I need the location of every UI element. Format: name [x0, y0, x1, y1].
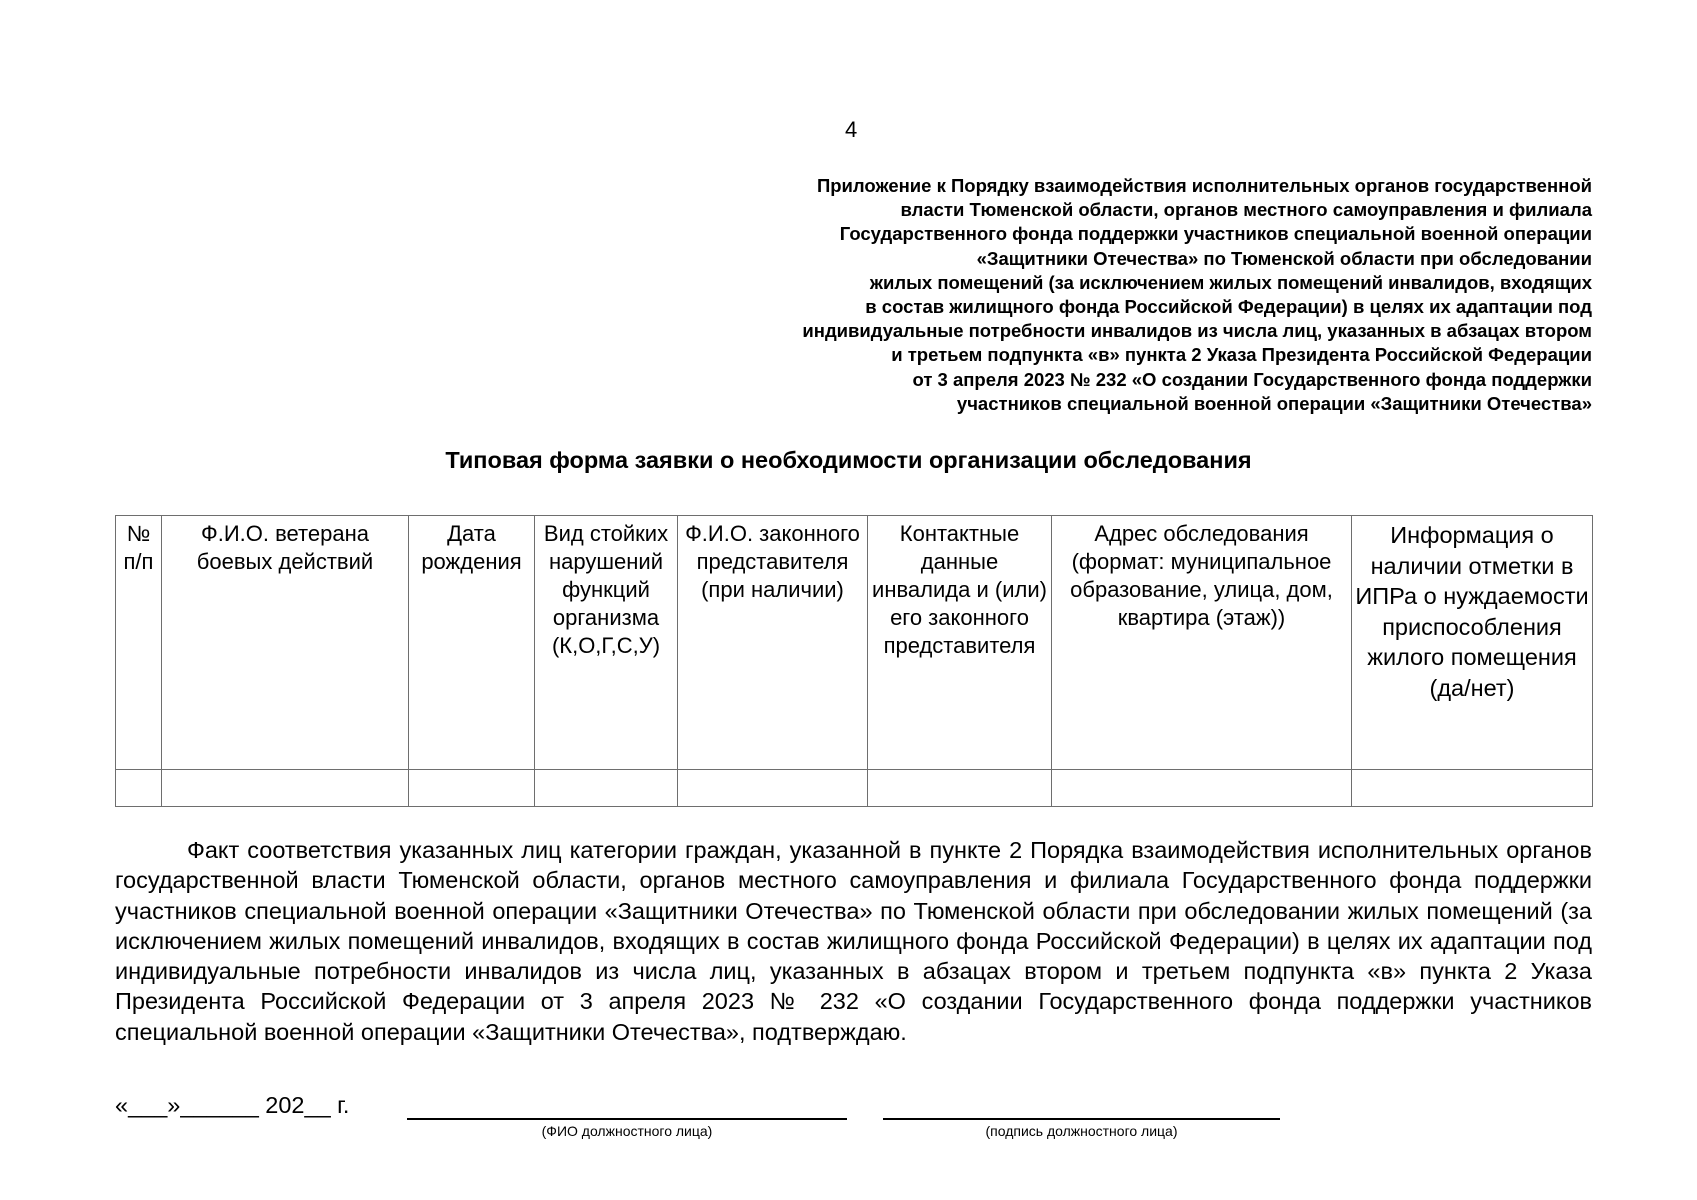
confirmation-paragraph: Факт соответствия указанных лиц категории граждан, указанной в пункте 2 Порядка взаимодействия исполнительных органов государственной власти Тюменской области, органов местного самоуправления и филиала Государственного фонда поддержки участников специальной военной операции «Защитники Отечества» по Тюменской области при обследовании жилых помещений (за исключением жилых помещений инвалидов, входящих в состав жилищного фонда Российской Федерации) в целях их адаптации под индивидуальные потребности инвалидов из числа лиц, указанных в абзацах втором и третьем подпункта «в» пункта 2 Указа Президента Российской Федерации от 3 апреля 2023 № 232 «О создании Государственного фонда поддержки участников специальной военной операции «Защитники Отечества», подтверждаю. — [115, 837, 1592, 1045]
date-field[interactable]: «___»______ 202__ г. — [115, 1092, 350, 1118]
appendix-line: «Защитники Отечества» по Тюменской области при обследовании — [976, 247, 1592, 269]
column-header-disorder-type: Вид стойких нарушений функций организма (К,О,Г,С,У) — [535, 516, 678, 770]
column-header-number: № п/п — [116, 516, 162, 770]
appendix-heading — [692, 174, 1592, 416]
table-cell[interactable] — [116, 770, 162, 807]
appendix-line: Государственного фонда поддержки участников специальной военной операции — [839, 223, 1592, 245]
column-header-ipra-info: Информация о наличии отметки в ИПРа о нуждаемости приспособления жилого помещения (да/нет) — [1352, 516, 1593, 770]
column-header-survey-address: Адрес обследования (формат: муниципальное образование, улица, дом, квартира (этаж)) — [1052, 516, 1352, 770]
appendix-line: участников специальной военной операции «Защитники Отечества» — [956, 392, 1592, 414]
table-cell[interactable] — [1352, 770, 1593, 807]
table-row — [116, 770, 1593, 807]
fio-caption: (ФИО должностного лица) — [541, 1123, 713, 1139]
table-cell[interactable] — [535, 770, 678, 807]
table-cell[interactable] — [1052, 770, 1352, 807]
table-cell[interactable] — [678, 770, 868, 807]
fio-signature-line[interactable] — [407, 1118, 847, 1120]
table-cell[interactable] — [868, 770, 1052, 807]
appendix-line: от 3 апреля 2023 № 232 «О создании Государственного фонда поддержки — [912, 368, 1592, 390]
table-cell[interactable] — [162, 770, 409, 807]
appendix-line: жилых помещений (за исключением жилых помещений инвалидов, входящих — [869, 271, 1592, 293]
appendix-line: индивидуальные потребности инвалидов из числа лиц, указанных в абзацах втором — [802, 320, 1592, 342]
appendix-line: и третьем подпункта «в» пункта 2 Указа Президента Российской Федерации — [891, 344, 1592, 366]
appendix-line: Приложение к Порядку взаимодействия исполнительных органов государственной — [816, 175, 1592, 196]
signature-line[interactable] — [883, 1118, 1280, 1120]
request-table — [115, 515, 1593, 807]
signature-caption: (подпись должностного лица) — [985, 1123, 1178, 1139]
form-title: Типовая форма заявки о необходимости организации обследования — [445, 447, 1252, 473]
appendix-line: в состав жилищного фонда Российской Федерации) в целях их адаптации под — [865, 296, 1592, 318]
column-header-representative-name: Ф.И.О. законного представителя (при наличии) — [678, 516, 868, 770]
column-header-birth-date: Дата рождения — [409, 516, 535, 770]
table-header-row — [116, 516, 1593, 770]
column-header-contact-data: Контактные данные инвалида и (или) его законного представителя — [868, 516, 1052, 770]
page-number: 4 — [845, 117, 858, 142]
table-cell[interactable] — [409, 770, 535, 807]
appendix-line: власти Тюменской области, органов местного самоуправления и филиала — [900, 199, 1592, 221]
column-header-veteran-name: Ф.И.О. ветерана боевых действий — [162, 516, 409, 770]
